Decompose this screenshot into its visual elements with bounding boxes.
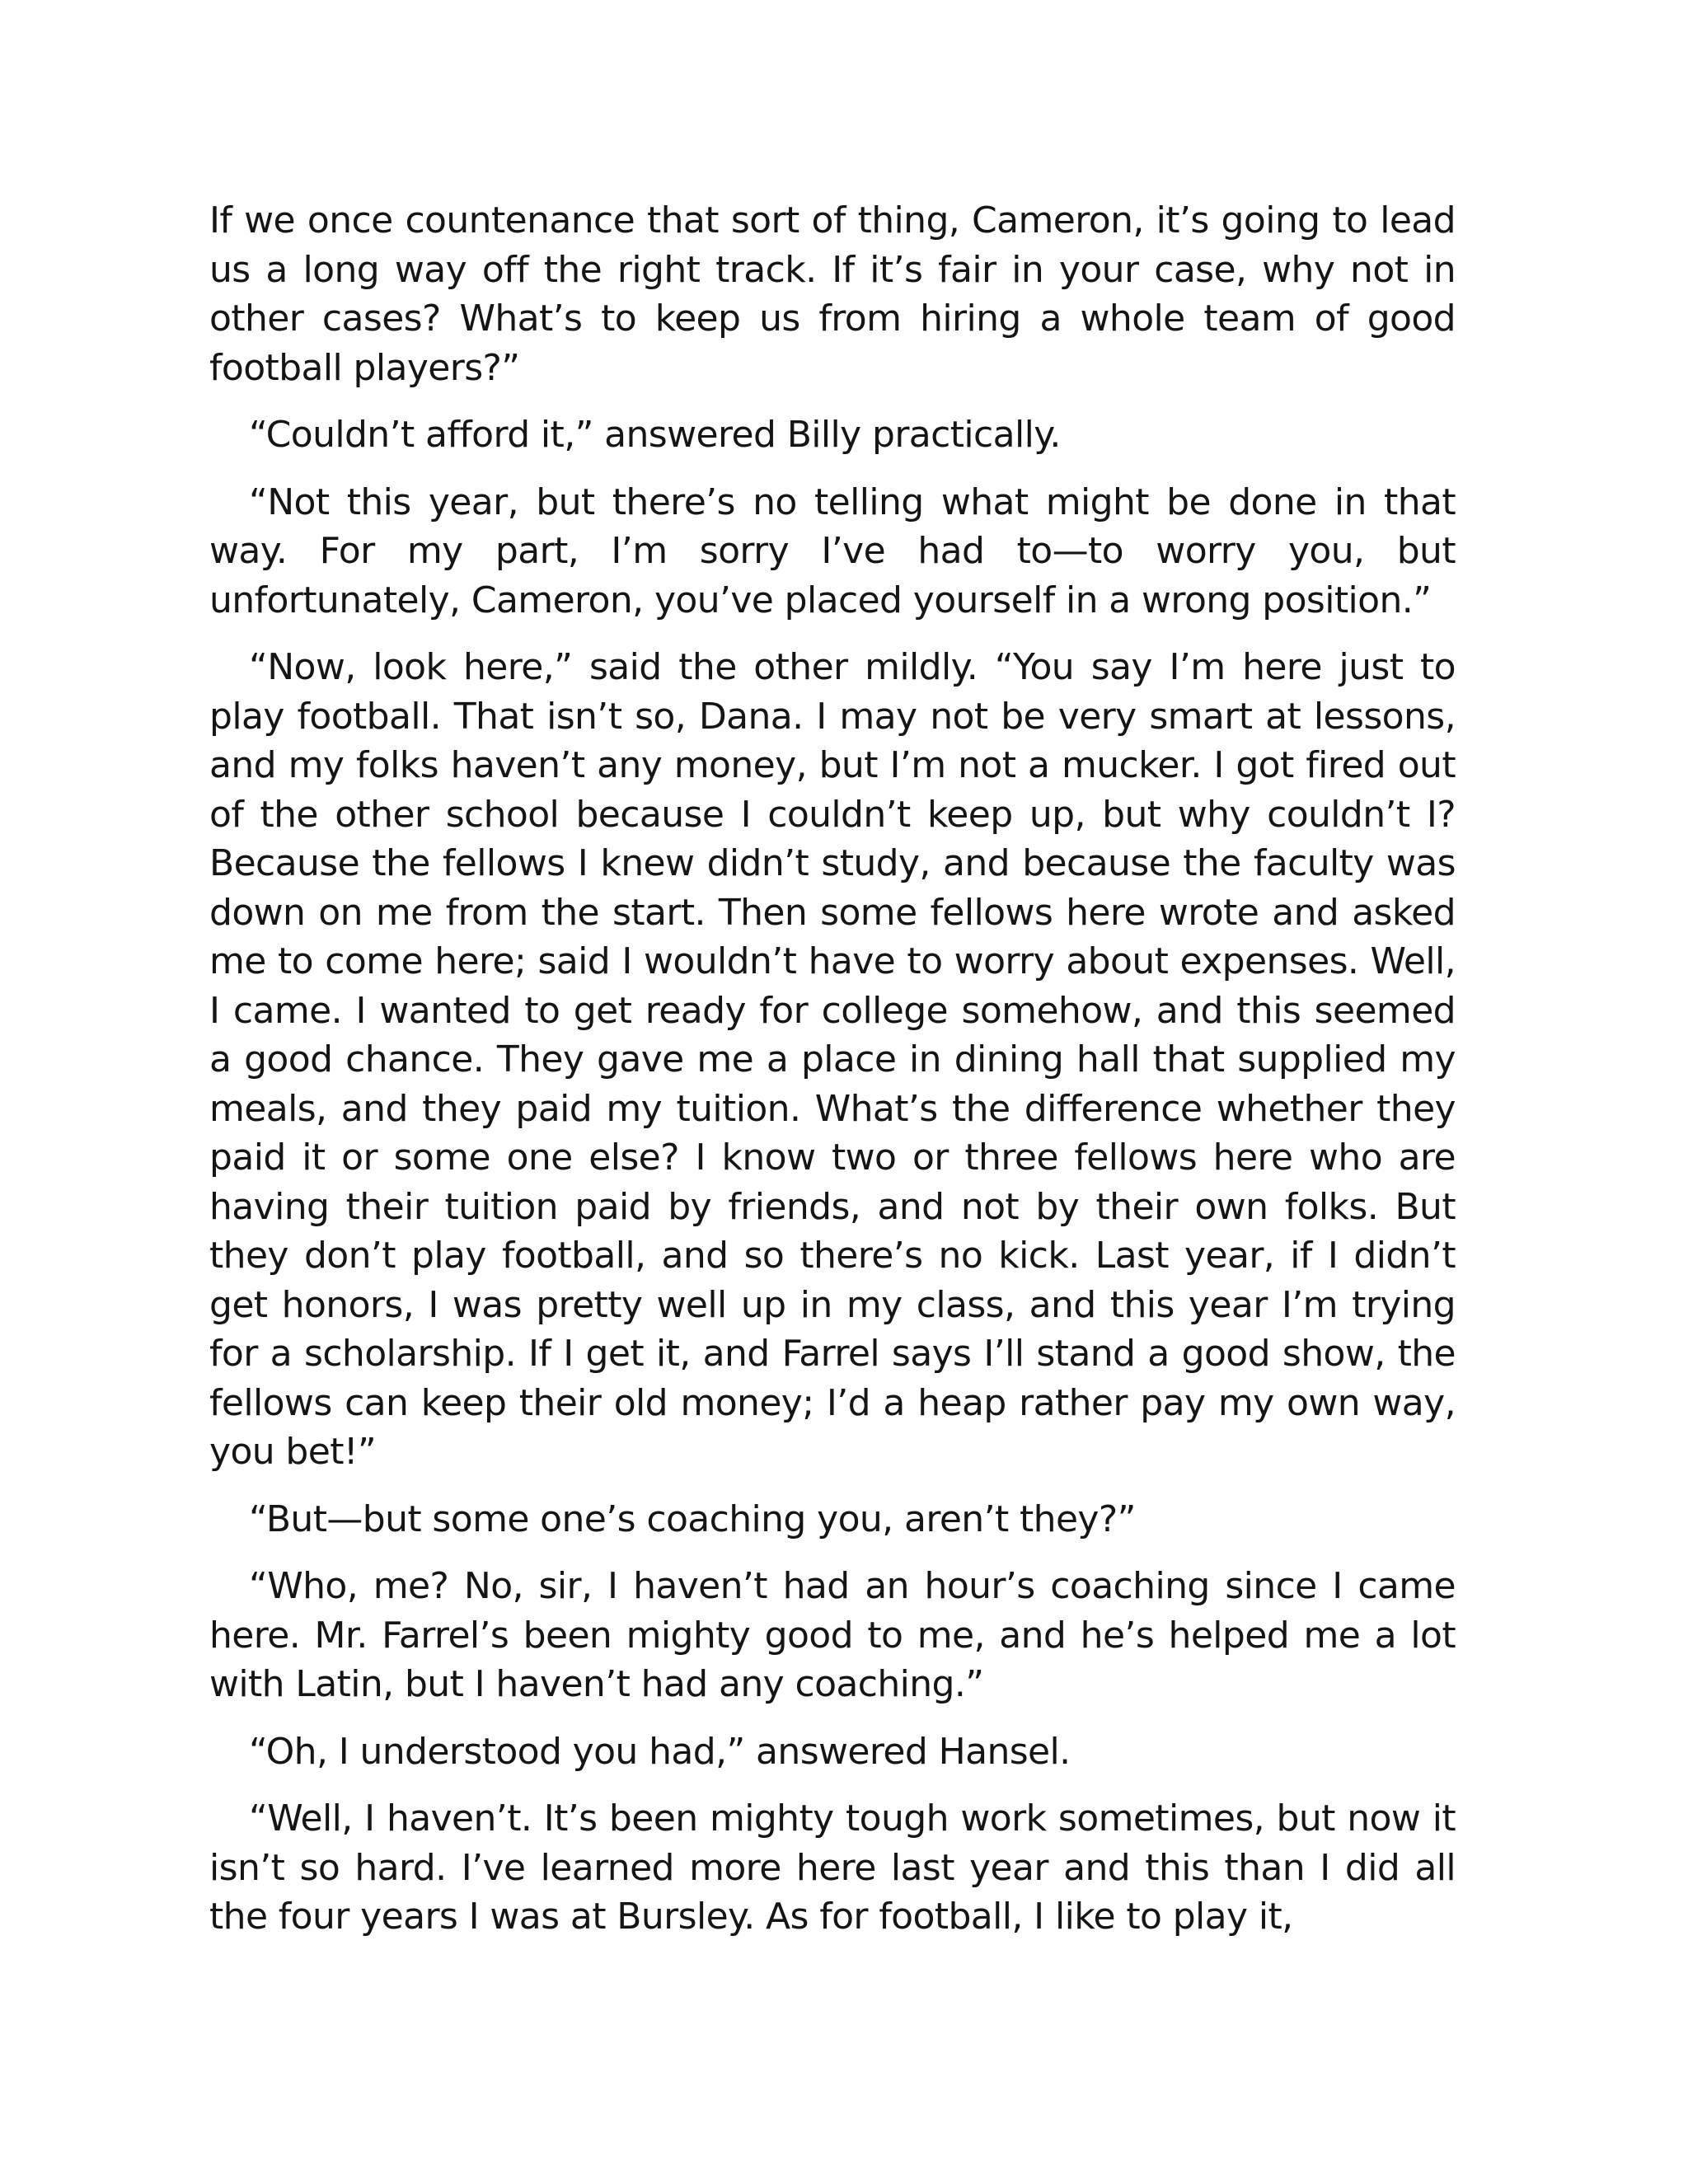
paragraph-1: If we once countenance that sort of thing, Cameron, it’s going to lead us a long way off the right track. If it’s fair in your case, why not in other cases? What’s to keep us from hiring a whole team of good football players?” — [209, 199, 1456, 389]
paragraph-2: “Couldn’t afford it,” answered Billy practically. — [249, 414, 1061, 456]
paragraph-6: “Who, me? No, sir, I haven’t had an hour’s coaching since I came here. Mr. Farrel’s been mighty good to me, and he’s helped me a lot with Latin, but I haven’t had any coaching.” — [209, 1565, 1456, 1705]
paragraph-3: “Not this year, but there’s no telling what might be done in that way. For my part, I’m sorry I’ve had to—to worry you, but unfortunately, Cameron, you’ve placed yourself in a wrong position.” — [209, 480, 1456, 621]
paragraph-5: “But—but some one’s coaching you, aren’t they?” — [249, 1497, 1136, 1540]
paragraph-8: “Well, I haven’t. It’s been mighty tough work sometimes, but now it isn’t so hard. I’ve learned more here last year and this than I did all the four years I was at Bursley. As for football, I like to play it, — [209, 1797, 1456, 1938]
paragraph-7: “Oh, I understood you had,” answered Hansel. — [249, 1730, 1071, 1773]
paragraph-4: “Now, look here,” said the other mildly. “You say I’m here just to play football. That isn’t so, Dana. I may not be very smart at lessons, and my folks haven’t any money, but I’m not a mucker. I got fired out of the other school because I couldn’t keep up, but why couldn’t I? Because the fellows I knew didn’t study, and because the faculty was down on me from the start. Then some fellows here wrote and asked me to come here; said I wouldn’t have to worry about expenses. Well, I came. I wanted to get ready for college somehow, and this seemed a good chance. They gave me a place in dining hall that supplied my meals, and they paid my tuition. What’s the difference whether they paid it or some one else? I know two or three fellows here who are having their tuition paid by friends, and not by their own folks. But they don’t play football, and so there’s no kick. Last year, if I didn’t get honors, I was pretty well up in my class, and this year I’m trying for a scholarship. If I get it, and Farrel says I’ll stand a good show, the fellows can keep their old money; I’d a heap rather pay my own way, you bet!” — [209, 646, 1456, 1473]
document-page — [209, 196, 1456, 1960]
